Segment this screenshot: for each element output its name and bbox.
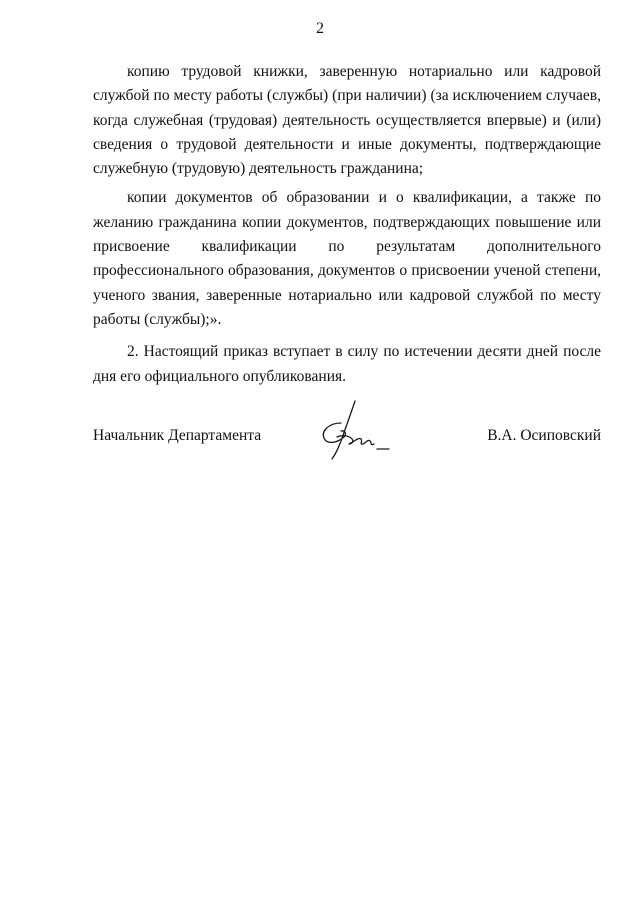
handwritten-signature xyxy=(311,397,391,467)
signatory-name: В.А. Осиповский xyxy=(487,427,601,444)
signature-block xyxy=(93,427,601,467)
document-body xyxy=(93,60,601,389)
signatory-title: Начальник Департамента xyxy=(93,427,262,444)
paragraph-work-record: копию трудовой книжки, заверенную нотариально или кадровой службой по месту работы (службы) (при наличии) (за исключением случаев, когда служебная (трудовая) деятельность осуществляется впервые) и (или) сведения о трудовой деятельности и иные документы, подтверждающие служебную (трудовую) деятельность гражданина; xyxy=(93,63,601,178)
page-number: 2 xyxy=(316,20,324,37)
paragraph-education-documents: копии документов об образовании и о квалификации, а также по желанию гражданина копии документов, подтверждающих повышение или присвоение квалификации по результатам дополнительного профессионального образования, документов о присвоении ученой степени, ученого звания, заверенные нотариально или кадровой службой по месту работы (службы);». xyxy=(93,189,601,328)
paragraph-entry-into-force: 2. Настоящий приказ вступает в силу по истечении десяти дней после дня его официального опубликования. xyxy=(93,343,601,385)
